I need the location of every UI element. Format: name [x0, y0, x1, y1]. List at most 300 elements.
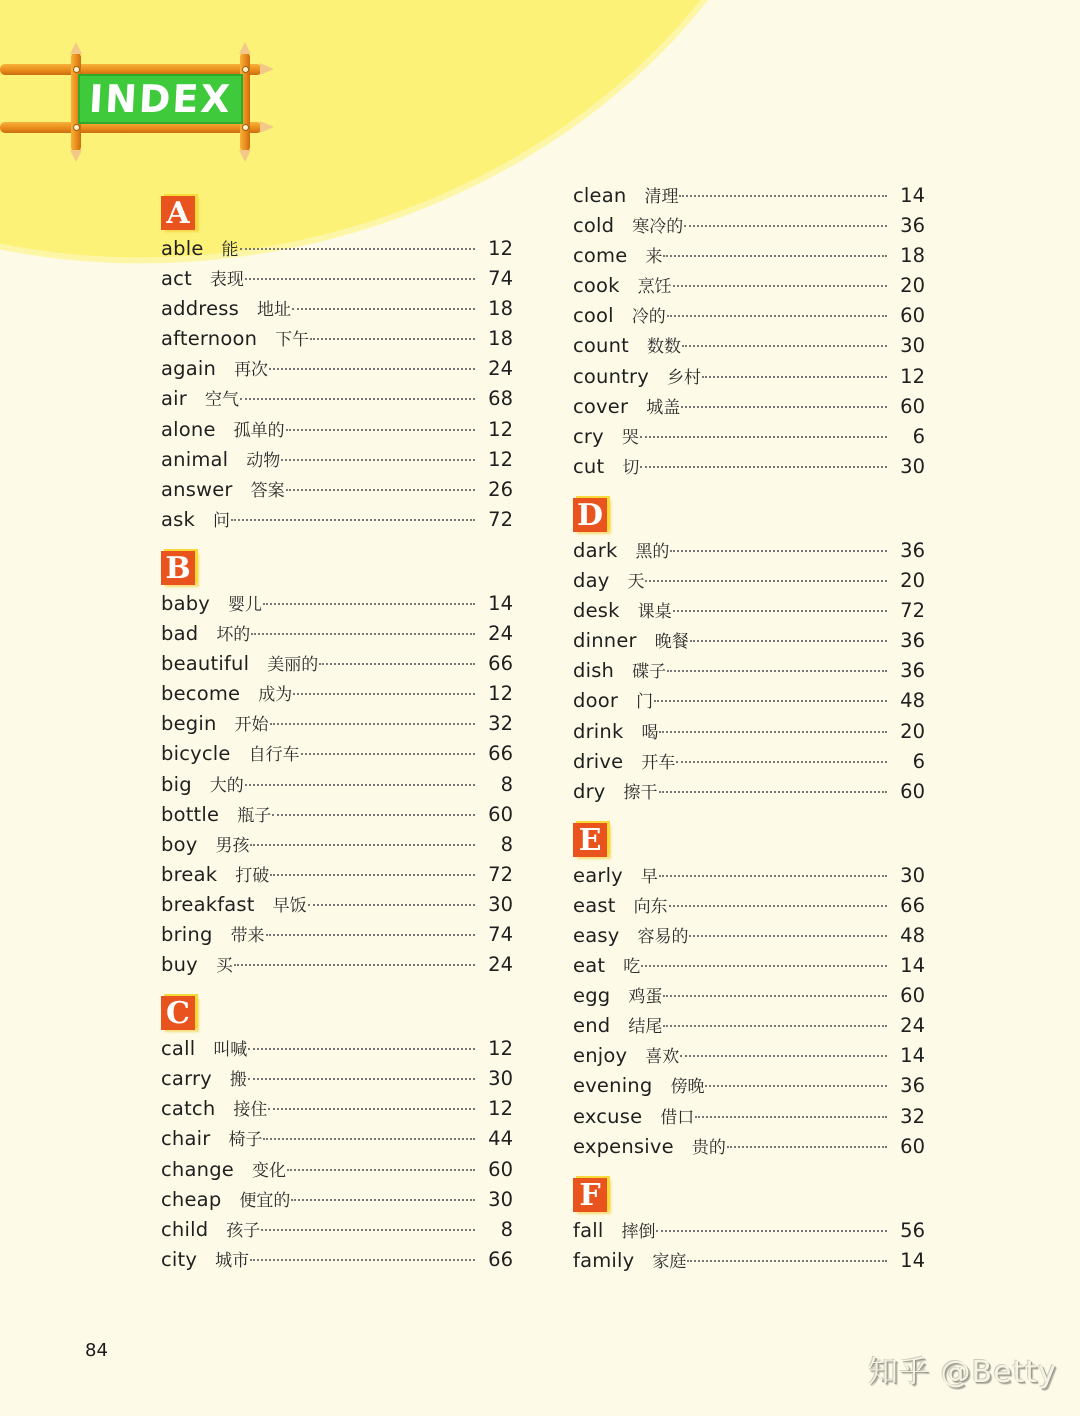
entry-word: baby	[161, 591, 211, 615]
entry-word: chair	[161, 1127, 211, 1151]
section-f	[573, 1178, 925, 1276]
index-entry	[573, 861, 925, 891]
entry-gloss: 开始	[234, 715, 269, 736]
index-entry	[573, 951, 925, 981]
entry-word: door	[573, 689, 619, 713]
entry-gloss: 便宜的	[239, 1190, 291, 1211]
dot-leader	[690, 640, 887, 642]
entry-word: become	[161, 682, 241, 706]
entry-page: 74	[488, 267, 513, 291]
entry-word: excuse	[573, 1104, 643, 1128]
index-entry	[573, 1071, 925, 1101]
entry-gloss: 搬	[229, 1070, 247, 1091]
entry-page: 12	[488, 1097, 513, 1121]
dot-leader	[663, 995, 887, 997]
pole-tip-icon	[239, 42, 251, 54]
entry-gloss: 坏的	[216, 625, 251, 646]
entry-page: 26	[488, 477, 513, 501]
dot-leader	[293, 693, 475, 695]
dot-leader	[684, 225, 887, 227]
index-entry	[161, 354, 513, 384]
index-entry	[161, 294, 513, 324]
index-entry	[573, 331, 925, 361]
pole-tip-icon	[70, 150, 82, 162]
entry-gloss: 动物	[246, 450, 281, 471]
index-entry	[161, 860, 513, 890]
entry-page: 66	[900, 893, 925, 917]
entry-word: expensive	[573, 1134, 674, 1158]
index-entry	[161, 1064, 513, 1094]
entry-page: 36	[900, 1074, 925, 1098]
entry-page: 30	[488, 892, 513, 916]
section-d	[573, 498, 925, 807]
entry-page: 8	[500, 772, 513, 796]
index-entry	[161, 1094, 513, 1124]
index-entry	[161, 415, 513, 445]
banner-plank	[78, 74, 243, 124]
entry-word: desk	[573, 599, 620, 623]
index-entry	[573, 422, 925, 452]
index-entry	[573, 686, 925, 716]
index-entry	[573, 566, 925, 596]
entry-word: fall	[573, 1218, 604, 1242]
dot-leader	[645, 580, 887, 582]
index-entry	[573, 1011, 925, 1041]
entry-word: drink	[573, 719, 624, 743]
dot-leader	[286, 489, 475, 491]
dot-leader	[705, 1085, 887, 1087]
entry-word: egg	[573, 984, 611, 1008]
entry-gloss: 地址	[257, 300, 292, 321]
entry-page: 30	[900, 454, 925, 478]
letter-badge-b: B	[161, 551, 195, 585]
entry-word: carry	[161, 1067, 212, 1091]
entry-page: 74	[488, 922, 513, 946]
entry-gloss: 大的	[209, 775, 244, 796]
dot-leader	[673, 610, 887, 612]
index-entry	[573, 362, 925, 392]
entry-gloss: 打破	[235, 865, 270, 886]
entry-word: act	[161, 267, 192, 291]
index-entry	[573, 717, 925, 747]
entry-word: dark	[573, 538, 618, 562]
entry-page: 6	[912, 749, 925, 773]
dot-leader	[695, 1116, 887, 1118]
entry-page: 12	[488, 447, 513, 471]
index-entry	[161, 445, 513, 475]
entry-gloss: 买	[215, 956, 233, 977]
entry-word: breakfast	[161, 892, 255, 916]
dot-leader	[659, 791, 887, 793]
entry-word: air	[161, 387, 187, 411]
entry-page: 72	[900, 599, 925, 623]
entry-page: 6	[912, 424, 925, 448]
entry-word: eat	[573, 954, 606, 978]
dot-leader	[656, 1230, 887, 1232]
entry-word: afternoon	[161, 327, 258, 351]
entry-page: 30	[488, 1067, 513, 1091]
index-entry	[573, 777, 925, 807]
entry-word: cry	[573, 424, 604, 448]
entry-word: cheap	[161, 1187, 222, 1211]
entry-word: again	[161, 357, 217, 381]
dot-leader	[263, 603, 475, 605]
entry-page: 60	[900, 1134, 925, 1158]
index-entry	[161, 505, 513, 535]
entry-gloss: 容易的	[637, 926, 689, 947]
index-entry	[573, 1246, 925, 1276]
dot-leader	[301, 753, 475, 755]
dot-leader	[269, 368, 475, 370]
entry-word: day	[573, 569, 610, 593]
entry-word: country	[573, 364, 649, 388]
entry-word: dinner	[573, 629, 637, 653]
index-entry	[573, 392, 925, 422]
dot-leader	[286, 429, 475, 431]
dot-leader	[319, 663, 475, 665]
entry-gloss: 带来	[230, 925, 265, 946]
entry-word: easy	[573, 923, 620, 947]
entry-page: 8	[500, 1217, 513, 1241]
index-entry	[573, 656, 925, 686]
entry-page: 24	[900, 1014, 925, 1038]
dot-leader	[270, 723, 475, 725]
dot-leader	[673, 285, 887, 287]
index-entry	[573, 452, 925, 482]
letter-badge-d: D	[573, 498, 607, 532]
dot-leader	[287, 1169, 475, 1171]
letter-badge-c: C	[161, 996, 195, 1030]
entry-page: 24	[488, 357, 513, 381]
nail-icon	[242, 124, 249, 131]
entry-word: cook	[573, 274, 620, 298]
index-entry	[573, 981, 925, 1011]
entry-word: east	[573, 893, 616, 917]
dot-leader	[681, 406, 887, 408]
entry-page: 20	[900, 719, 925, 743]
index-entry	[161, 920, 513, 950]
entry-word: call	[161, 1037, 196, 1061]
index-entry	[161, 1185, 513, 1215]
entry-word: address	[161, 297, 240, 321]
entry-gloss: 喜欢	[645, 1047, 680, 1068]
index-banner	[0, 40, 290, 160]
entry-word: bring	[161, 922, 213, 946]
entry-page: 12	[488, 682, 513, 706]
entry-page: 44	[488, 1127, 513, 1151]
entry-word: animal	[161, 447, 229, 471]
index-entry	[573, 241, 925, 271]
dot-leader	[272, 814, 475, 816]
entry-page: 48	[900, 689, 925, 713]
entry-word: clean	[573, 184, 627, 207]
entry-page: 60	[900, 304, 925, 328]
entry-gloss: 接住	[233, 1100, 268, 1121]
dot-leader	[292, 308, 475, 310]
entry-word: cover	[573, 394, 629, 418]
entry-gloss: 下午	[275, 330, 310, 351]
entry-gloss: 问	[213, 510, 231, 531]
entry-word: change	[161, 1157, 234, 1181]
entry-gloss: 叫喊	[213, 1040, 248, 1061]
dot-leader	[659, 731, 887, 733]
entry-page: 14	[488, 591, 513, 615]
letter-badge-a: A	[161, 196, 195, 230]
index-entry	[573, 596, 925, 626]
dot-leader	[250, 844, 475, 846]
dot-leader	[263, 1138, 475, 1140]
section-c	[161, 996, 513, 1275]
entry-word: buy	[161, 953, 198, 977]
entry-word: break	[161, 862, 218, 886]
entry-gloss: 贵的	[691, 1137, 726, 1158]
entry-word: bicycle	[161, 742, 231, 766]
dot-leader	[654, 700, 887, 702]
entry-page: 66	[488, 742, 513, 766]
index-entry	[573, 1102, 925, 1132]
page-title: INDEX	[87, 77, 234, 121]
dot-leader	[270, 874, 475, 876]
entry-page: 14	[900, 184, 925, 207]
entry-gloss: 晚餐	[654, 632, 689, 653]
entry-word: enjoy	[573, 1044, 628, 1068]
entry-page: 20	[900, 569, 925, 593]
entry-gloss: 再次	[234, 360, 269, 381]
entry-gloss: 数数	[647, 337, 682, 358]
entry-word: dish	[573, 659, 615, 683]
entry-word: bottle	[161, 802, 220, 826]
entry-gloss: 男孩	[215, 835, 250, 856]
index-entry	[161, 709, 513, 739]
dot-leader	[240, 248, 475, 250]
dot-leader	[641, 965, 887, 967]
entry-page: 20	[900, 274, 925, 298]
entry-word: beautiful	[161, 652, 250, 676]
index-entry	[573, 1132, 925, 1162]
entry-gloss: 门	[636, 692, 654, 713]
index-entry	[573, 536, 925, 566]
entry-gloss: 答案	[250, 480, 285, 501]
index-entry	[161, 830, 513, 860]
entry-page: 56	[900, 1218, 925, 1242]
index-entry	[161, 234, 513, 264]
entry-page: 14	[900, 954, 925, 978]
section-e	[573, 823, 925, 1162]
entry-page: 32	[488, 712, 513, 736]
dot-leader	[240, 398, 475, 400]
entry-gloss: 寒冷的	[632, 217, 684, 238]
dot-leader	[291, 1199, 475, 1201]
index-entry	[573, 747, 925, 777]
entry-gloss: 空气	[204, 390, 239, 411]
entry-word: answer	[161, 477, 233, 501]
index-column-right	[573, 181, 925, 1292]
dot-leader	[670, 550, 887, 552]
pole-tip-icon	[70, 42, 82, 54]
entry-gloss: 孩子	[226, 1220, 261, 1241]
dot-leader	[680, 1055, 887, 1057]
dot-leader	[687, 1260, 887, 1262]
dot-leader	[640, 436, 887, 438]
section-b	[161, 551, 513, 980]
index-entry	[161, 770, 513, 800]
dot-leader	[727, 1146, 887, 1148]
nail-icon	[242, 66, 249, 73]
entry-page: 30	[900, 863, 925, 887]
entry-page: 30	[900, 334, 925, 358]
entry-gloss: 课桌	[637, 602, 672, 623]
entry-page: 72	[488, 862, 513, 886]
entry-gloss: 早饭	[272, 895, 307, 916]
index-entry	[161, 950, 513, 980]
index-entry	[161, 475, 513, 505]
entry-page: 18	[488, 327, 513, 351]
entry-gloss: 清理	[644, 187, 679, 207]
index-column-left	[161, 196, 513, 1291]
nail-icon	[73, 124, 80, 131]
index-entry	[161, 589, 513, 619]
dot-leader	[669, 905, 887, 907]
entry-gloss: 瓶子	[237, 805, 272, 826]
entry-page: 14	[900, 1248, 925, 1272]
pole-tip-icon	[260, 63, 274, 75]
entry-gloss: 城盖	[646, 397, 681, 418]
entry-word: catch	[161, 1097, 216, 1121]
entry-gloss: 开车	[641, 752, 676, 773]
entry-page: 12	[488, 237, 513, 260]
entry-word: come	[573, 244, 628, 268]
entry-page: 12	[900, 364, 925, 388]
entry-word: cold	[573, 214, 615, 238]
entry-gloss: 哭	[621, 427, 639, 448]
entry-word: drive	[573, 749, 624, 773]
entry-word: end	[573, 1014, 611, 1038]
index-entry	[161, 649, 513, 679]
entry-page: 32	[900, 1104, 925, 1128]
entry-gloss: 冷的	[631, 307, 666, 328]
section-a	[161, 196, 513, 535]
entry-gloss: 天	[627, 572, 645, 593]
dot-leader	[231, 519, 475, 521]
entry-page: 8	[500, 832, 513, 856]
index-entry	[161, 1155, 513, 1185]
index-entry	[161, 800, 513, 830]
entry-gloss: 来	[645, 247, 663, 268]
entry-gloss: 切	[622, 457, 640, 478]
entry-gloss: 傍晚	[670, 1077, 705, 1098]
entry-gloss: 表现	[209, 270, 244, 291]
dot-leader	[250, 1259, 475, 1261]
entry-page: 18	[900, 244, 925, 268]
dot-leader	[667, 670, 887, 672]
index-entry	[573, 921, 925, 951]
entry-gloss: 喝	[641, 722, 659, 743]
index-entry	[161, 1245, 513, 1275]
page-number: 84	[85, 1340, 108, 1361]
dot-leader	[667, 315, 887, 317]
entry-page: 12	[488, 1037, 513, 1061]
entry-page: 66	[488, 1247, 513, 1271]
entry-gloss: 美丽的	[267, 655, 319, 676]
entry-gloss: 椅子	[228, 1130, 263, 1151]
nail-icon	[73, 66, 80, 73]
entry-word: able	[161, 237, 204, 260]
entry-gloss: 烹饪	[637, 277, 672, 298]
dot-leader	[663, 255, 887, 257]
entry-word: alone	[161, 417, 216, 441]
entry-gloss: 摔倒	[621, 1221, 656, 1242]
entry-page: 36	[900, 659, 925, 683]
entry-gloss: 乡村	[666, 367, 701, 388]
index-entry	[161, 384, 513, 414]
entry-word: child	[161, 1217, 209, 1241]
entry-page: 60	[488, 1157, 513, 1181]
entry-gloss: 婴儿	[228, 594, 263, 615]
entry-word: count	[573, 334, 630, 358]
entry-page: 36	[900, 629, 925, 653]
dot-leader	[261, 1229, 475, 1231]
index-entry	[161, 1124, 513, 1154]
entry-word: big	[161, 772, 192, 796]
entry-gloss: 变化	[251, 1160, 286, 1181]
index-entry	[573, 271, 925, 301]
entry-gloss: 碟子	[632, 662, 667, 683]
entry-page: 36	[900, 538, 925, 562]
index-entry	[573, 1216, 925, 1246]
entry-gloss: 借口	[660, 1107, 695, 1128]
entry-gloss: 擦干	[623, 782, 658, 803]
entry-word: begin	[161, 712, 217, 736]
index-entry	[573, 301, 925, 331]
index-entry	[161, 1215, 513, 1245]
dot-leader	[659, 875, 887, 877]
entry-page: 14	[900, 1044, 925, 1068]
entry-page: 60	[900, 394, 925, 418]
section-c-continued	[573, 181, 925, 482]
index-entry	[161, 324, 513, 354]
index-entry	[161, 619, 513, 649]
entry-page: 60	[900, 984, 925, 1008]
dot-leader	[308, 904, 475, 906]
dot-leader	[248, 1048, 475, 1050]
dot-leader	[234, 964, 475, 966]
entry-page: 24	[488, 622, 513, 646]
dot-leader	[251, 633, 475, 635]
index-entry	[161, 1034, 513, 1064]
dot-leader	[663, 1025, 887, 1027]
entry-page: 66	[488, 652, 513, 676]
index-entry	[161, 890, 513, 920]
entry-word: boy	[161, 832, 198, 856]
entry-gloss: 自行车	[248, 745, 300, 766]
pole-tip-icon	[260, 121, 274, 133]
entry-word: cut	[573, 454, 605, 478]
index-entry	[573, 626, 925, 656]
entry-word: cool	[573, 304, 614, 328]
entry-gloss: 结尾	[628, 1017, 663, 1038]
pole-tip-icon	[239, 150, 251, 162]
entry-gloss: 城市	[215, 1250, 250, 1271]
index-entry	[573, 211, 925, 241]
entry-word: dry	[573, 779, 606, 803]
index-entry	[573, 181, 925, 211]
dot-leader	[310, 338, 475, 340]
letter-badge-f: F	[573, 1178, 607, 1212]
dot-leader	[266, 934, 475, 936]
index-entry	[573, 1041, 925, 1071]
entry-word: early	[573, 863, 623, 887]
entry-gloss: 家庭	[652, 1251, 687, 1272]
